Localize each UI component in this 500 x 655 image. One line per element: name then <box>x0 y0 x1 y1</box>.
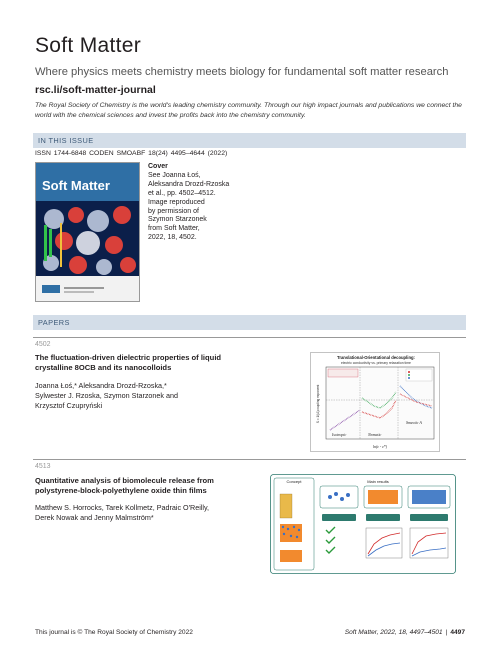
figure-y-axis-label: S = 1/(Δ)coupling exponent <box>316 384 320 424</box>
figure-results-label: Main results <box>367 479 389 484</box>
biomolecule-release-graphic <box>270 474 456 574</box>
figure-subtitle: electric conductivity vs. primary relaxation time <box>341 361 411 365</box>
papers-bar <box>33 315 466 330</box>
paper-graphical-abstract[interactable] <box>270 474 456 574</box>
footer-citation-block <box>345 629 465 636</box>
paper-authors <box>35 503 260 523</box>
paper-page-number: 4513 <box>35 463 51 470</box>
cover-caption-heading: Cover <box>148 163 168 170</box>
figure-concept-label: Concept <box>286 479 302 484</box>
paper-page-number: 4502 <box>35 341 51 348</box>
paper-title-line: polystyrene-block-polyethylene oxide thin films <box>35 485 207 495</box>
journal-title: Soft Matter <box>35 34 142 57</box>
cover-caption-line: See Joanna Łoś, <box>148 171 201 179</box>
figure-region-nematic: Nematic <box>368 432 382 437</box>
cover-caption-line: et al., pp. 4502–4512. <box>148 189 216 197</box>
figure-title: Translational-Orientational decoupling: <box>337 355 415 360</box>
issn-line: ISSN 1744-6848 CODEN SMOABF 18(24) 4495–4644 (2022) <box>35 150 228 157</box>
paper-authors-line: Matthew S. Horrocks, Tarek Kollmetz, Padraic O'Reilly, <box>35 503 210 512</box>
rsc-blurb: The Royal Society of Chemistry is the world's leading chemistry community. Through our high impact journals and publications we connect the world with the chemical sciences and invest the profits back into the chemistry community. <box>35 102 462 119</box>
paper-title[interactable] <box>35 353 260 372</box>
paper-divider <box>33 459 466 460</box>
cover-artwork <box>36 163 140 302</box>
figure-region-isotropic: Isotropic <box>332 432 347 437</box>
footer-separator: | <box>445 629 448 636</box>
paper-authors <box>35 381 260 410</box>
paper-title-line: crystalline 8OCB and its nanocolloids <box>35 362 172 372</box>
figure-x-axis-label: ln(ε - ε*) <box>372 444 388 449</box>
paper-authors-line: Joanna Łoś,* Aleksandra Drozd-Rzoska,* <box>35 381 167 390</box>
cover-caption <box>148 163 248 243</box>
cover-caption-line: Aleksandra Drozd-Rzoska <box>148 180 230 188</box>
paper-authors-line: Krzysztof Czupryński <box>35 400 103 410</box>
cover-caption-line: Image reproduced <box>148 198 205 206</box>
footer-page-number: 4497 <box>450 629 465 636</box>
footer-copyright: This journal is © The Royal Society of Chemistry 2022 <box>35 629 193 636</box>
papers-label: PAPERS <box>38 318 70 327</box>
journal-url-link[interactable]: rsc.li/soft-matter-journal <box>35 84 156 96</box>
paper-title-line: The fluctuation-driven dielectric properties of liquid <box>35 353 222 362</box>
paper-divider <box>33 337 466 338</box>
paper-title[interactable] <box>35 476 260 495</box>
dielectric-plot-graphic <box>310 352 440 452</box>
footer-citation: Soft Matter, 2022, 18, 4497–4501 <box>344 629 443 636</box>
cover-journal-name: Soft Matter <box>42 178 110 193</box>
cover-image[interactable] <box>35 162 140 302</box>
cover-caption-line: by permission of <box>148 207 199 215</box>
in-this-issue-bar <box>33 133 466 148</box>
cover-caption-line: 2022, 18, 4502. <box>148 234 197 242</box>
cover-caption-line: from Soft Matter, <box>148 225 200 233</box>
paper-graphical-abstract[interactable] <box>310 352 440 452</box>
paper-title-line: Quantitative analysis of biomolecule release from <box>35 476 214 485</box>
cover-caption-line: Szymon Starzonek <box>148 216 207 224</box>
paper-authors-line: Derek Nowak and Jenny Malmström* <box>35 512 154 522</box>
paper-authors-line: Sylwester J. Rzoska, Szymon Starzonek and <box>35 390 179 400</box>
in-this-issue-label: IN THIS ISSUE <box>38 136 94 145</box>
figure-region-smectic: Smectic A <box>406 420 422 425</box>
journal-tagline: Where physics meets chemistry meets biology for fundamental soft matter research <box>35 66 449 78</box>
